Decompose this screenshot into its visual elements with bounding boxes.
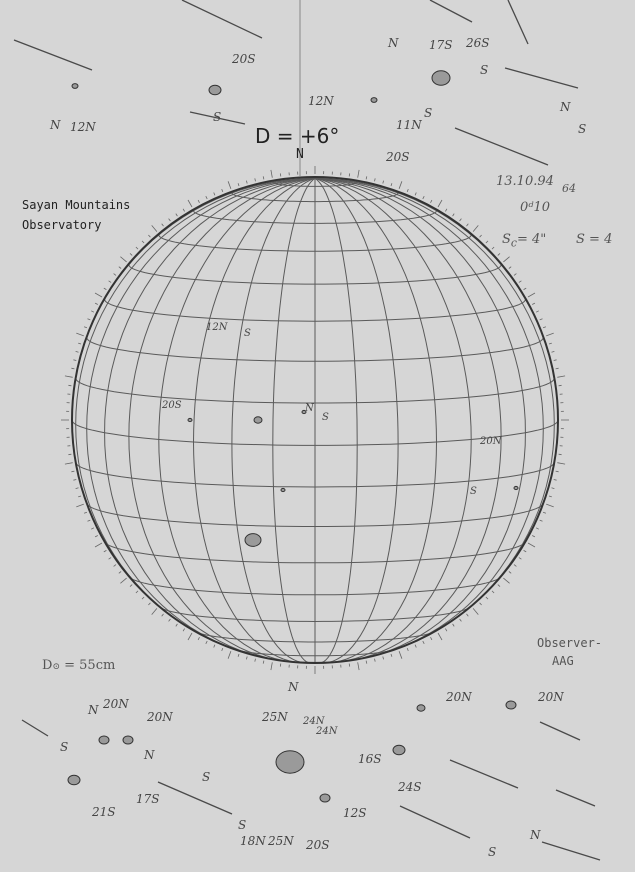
limb-tick: [255, 659, 256, 662]
limb-tick: [460, 619, 462, 621]
limb-tick: [557, 463, 565, 464]
limb-tick: [148, 235, 150, 237]
limb-tick: [503, 578, 509, 583]
limb-tick: [514, 565, 516, 567]
pencil-stroke: [556, 790, 595, 806]
bottom-label-n: N: [88, 703, 99, 717]
limb-tick: [532, 536, 535, 537]
record-seeing: [502, 232, 546, 250]
limb-tick: [415, 193, 416, 196]
diameter-text: D⊙ = 55cm: [42, 658, 116, 673]
center-group-20s: 20S: [306, 838, 330, 852]
record-date: 13.10.94: [496, 174, 554, 189]
limb-tick: [528, 543, 535, 547]
disk-label-s-b: S: [322, 412, 329, 423]
limb-tick: [176, 214, 178, 217]
limb-tick: [349, 173, 350, 176]
limb-tick: [554, 480, 557, 481]
sketch-top-n: N: [50, 118, 61, 132]
limb-tick: [188, 200, 192, 207]
limb-tick: [492, 591, 494, 593]
pencil-stroke: [22, 720, 48, 736]
right-group-n: N: [530, 828, 541, 842]
limb-tick: [263, 661, 264, 664]
limb-tick: [84, 327, 87, 328]
limb-tick: [280, 173, 281, 176]
disk-label-20n: 20N: [480, 436, 502, 447]
limb-tick: [91, 311, 94, 312]
limb-tick: [152, 608, 157, 614]
limb-tick: [222, 648, 223, 651]
limb-tick: [142, 597, 144, 599]
sunspot-sketch: [320, 794, 330, 802]
limb-tick: [445, 629, 447, 632]
diameter-value: = 55cm: [64, 658, 116, 673]
limb-tick: [559, 454, 562, 455]
record-code: 64: [562, 182, 576, 195]
limb-tick: [78, 343, 81, 344]
limb-tick: [271, 662, 272, 670]
limb-tick: [136, 591, 138, 593]
limb-tick: [88, 520, 91, 521]
limb-tick: [183, 209, 185, 212]
limb-tick: [71, 471, 74, 472]
limb-tick: [358, 170, 359, 178]
sunspot-sketch: [506, 701, 516, 709]
sketch-top-n-b: N: [388, 36, 399, 50]
observer-initials: AAG: [552, 654, 574, 668]
limb-tick: [114, 565, 116, 567]
sketch-top-26s: 26S: [466, 36, 490, 50]
limb-tick: [399, 651, 402, 659]
seeing-subscript: c: [510, 236, 517, 250]
center-group-12s: 12S: [343, 806, 367, 820]
limb-tick: [169, 219, 171, 221]
pencil-stroke: [158, 782, 232, 814]
limb-tick: [460, 219, 462, 221]
north-marker: N: [296, 147, 304, 162]
sunspot-sketch: [417, 705, 425, 711]
limb-tick: [73, 360, 76, 361]
limb-tick: [453, 624, 455, 627]
pencil-stroke: [505, 68, 578, 88]
limb-tick: [480, 235, 482, 237]
limb-tick: [95, 293, 102, 297]
disk-label-12n: 12N: [206, 322, 228, 333]
limb-tick: [498, 585, 500, 587]
limb-tick: [188, 633, 192, 640]
pencil-stroke: [182, 0, 262, 38]
disk-label-n: N: [305, 403, 314, 414]
limb-tick: [95, 536, 98, 537]
limb-tick: [104, 288, 107, 290]
limb-tick: [255, 178, 256, 181]
limb-tick: [423, 196, 424, 199]
limb-tick: [546, 504, 554, 507]
limb-tick: [486, 241, 488, 243]
limb-tick: [431, 637, 432, 640]
limb-tick: [407, 189, 408, 192]
limb-tick: [78, 496, 81, 497]
sketch-top-s-c: S: [480, 63, 489, 77]
limb-tick: [206, 641, 207, 644]
limb-tick: [536, 311, 539, 312]
limb-tick: [238, 654, 239, 657]
sketch-top-s: S: [213, 110, 222, 124]
limb-tick: [366, 661, 367, 664]
limb-tick: [198, 637, 199, 640]
limb-tick: [536, 528, 539, 529]
limb-tick: [71, 368, 74, 369]
sketch-top-20s-b: 20S: [386, 150, 410, 164]
limb-tick: [349, 664, 350, 667]
sunspot-sketch: [123, 736, 133, 744]
limb-tick: [375, 659, 376, 662]
limb-tick: [391, 183, 392, 186]
limb-tick: [119, 267, 121, 269]
limb-tick: [68, 385, 71, 386]
limb-tick: [415, 645, 416, 648]
limb-tick: [76, 488, 79, 489]
center-group-25n: 25N: [262, 710, 288, 724]
limb-tick: [509, 267, 511, 269]
limb-tick: [109, 281, 112, 283]
sunspot-sketch: [72, 84, 78, 89]
limb-tick: [498, 253, 500, 255]
limb-tick: [228, 181, 231, 189]
limb-tick: [399, 181, 402, 189]
bottom-label-20n: 20N: [103, 697, 129, 711]
sketch-top-20s: 20S: [232, 52, 256, 66]
limb-tick: [73, 480, 76, 481]
limb-tick: [528, 293, 535, 297]
limb-tick: [543, 327, 546, 328]
limb-tick: [271, 170, 272, 178]
pencil-stroke: [455, 128, 548, 165]
sunspot-sketch: [514, 486, 518, 489]
limb-tick: [65, 463, 73, 464]
limb-tick: [136, 247, 138, 249]
disk-label-s: S: [244, 328, 251, 339]
pencil-stroke: [508, 0, 528, 44]
bottom-label-n-b: N: [144, 748, 155, 762]
limb-tick: [445, 209, 447, 212]
right-group-s: S: [488, 845, 497, 859]
diameter-symbol: D: [42, 658, 53, 673]
limb-tick: [391, 654, 392, 657]
limb-tick: [486, 597, 488, 599]
center-group-n: N: [288, 680, 299, 694]
center-group-24s: 24S: [398, 780, 422, 794]
limb-tick: [162, 614, 164, 616]
right-group-20n: 20N: [446, 690, 472, 704]
limb-tick: [169, 619, 171, 621]
record-time: 0ᵈ10: [520, 200, 551, 215]
limb-tick: [214, 193, 215, 196]
declination-label: D = +6°: [255, 124, 340, 148]
limb-tick: [524, 288, 527, 290]
limb-tick: [383, 181, 384, 184]
sketch-top-s-b: S: [424, 106, 433, 120]
limb-tick: [65, 376, 73, 377]
limb-tick: [467, 224, 469, 226]
center-group-18n: 18N: [240, 834, 266, 848]
limb-tick: [109, 558, 112, 560]
bottom-label-21s: 21S: [92, 805, 116, 819]
limb-tick: [104, 550, 107, 552]
limb-tick: [407, 648, 408, 651]
limb-tick: [68, 454, 71, 455]
limb-tick: [549, 496, 552, 497]
limb-tick: [556, 368, 559, 369]
limb-tick: [480, 603, 482, 605]
pencil-stroke: [540, 722, 580, 740]
pencil-stroke: [14, 40, 92, 70]
limb-tick: [546, 333, 554, 336]
limb-tick: [76, 504, 84, 507]
observatory-line-1: Sayan Mountains: [22, 198, 131, 212]
limb-tick: [130, 253, 132, 255]
sunspot-sketch: [188, 418, 192, 421]
bottom-label-20n-b: 20N: [147, 710, 173, 724]
limb-tick: [503, 257, 509, 262]
limb-tick: [431, 200, 432, 203]
sunspot-sketch: [393, 745, 405, 755]
limb-tick: [246, 657, 247, 660]
limb-tick: [423, 641, 424, 644]
limb-tick: [142, 241, 144, 243]
limb-tick: [162, 224, 164, 226]
seeing-value: = 4": [516, 232, 547, 247]
sketch-top-12n: 12N: [70, 120, 96, 134]
pencil-stroke: [450, 760, 518, 788]
limb-tick: [130, 585, 132, 587]
limb-tick: [549, 343, 552, 344]
sunspot-sketch: [276, 751, 304, 773]
sunspot-sketch: [68, 775, 80, 785]
limb-tick: [84, 512, 87, 513]
limb-tick: [540, 520, 543, 521]
sunspot-sketch: [245, 534, 261, 547]
limb-tick: [453, 214, 455, 217]
limb-tick: [120, 578, 126, 583]
limb-tick: [183, 629, 185, 632]
limb-tick: [473, 608, 478, 614]
limb-tick: [540, 319, 543, 320]
limb-tick: [467, 614, 469, 616]
limb-tick: [519, 558, 522, 560]
limb-tick: [238, 183, 239, 186]
sunspot-sketch: [371, 98, 377, 103]
center-group-24n-b: 24N: [316, 726, 338, 737]
limb-tick: [152, 225, 157, 231]
limb-tick: [76, 333, 84, 336]
limb-tick: [438, 633, 442, 640]
limb-tick: [366, 176, 367, 179]
sunspot-sketch: [254, 417, 262, 423]
center-group-16s: 16S: [358, 752, 382, 766]
limb-tick: [198, 200, 199, 203]
limb-tick: [524, 550, 527, 552]
limb-tick: [519, 281, 522, 283]
limb-tick: [176, 624, 178, 627]
center-group-s: S: [238, 818, 247, 832]
limb-tick: [246, 181, 247, 184]
observer-label: Observer-: [537, 636, 603, 650]
limb-tick: [552, 351, 555, 352]
limb-tick: [280, 664, 281, 667]
sunspot-sketch: [209, 85, 221, 95]
sketch-top-11n: 11N: [396, 118, 422, 132]
seeing-letter: S: [502, 232, 511, 247]
limb-tick: [514, 274, 516, 276]
limb-tick: [263, 176, 264, 179]
disk-label-20s: 20S: [162, 400, 182, 411]
limb-tick: [76, 351, 79, 352]
limb-tick: [556, 471, 559, 472]
limb-tick: [559, 385, 562, 386]
center-group-25n-b: 25N: [268, 834, 294, 848]
limb-tick: [88, 319, 91, 320]
limb-tick: [95, 543, 102, 547]
limb-tick: [473, 225, 478, 231]
pencil-stroke: [400, 806, 470, 838]
bottom-label-s-b: S: [202, 770, 211, 784]
sunspot-sketch: [99, 736, 109, 744]
observatory-line-2: Observatory: [22, 218, 102, 232]
sketch-top-n-c: N: [560, 100, 571, 114]
limb-tick: [358, 662, 359, 670]
sunspot-sketch: [281, 488, 285, 491]
limb-tick: [214, 645, 215, 648]
right-group-20n-b: 20N: [538, 690, 564, 704]
limb-tick: [554, 360, 557, 361]
center-group-24n: 24N: [303, 716, 325, 727]
limb-tick: [492, 247, 494, 249]
limb-tick: [120, 257, 126, 262]
limb-tick: [119, 572, 121, 574]
limb-tick: [552, 488, 555, 489]
limb-tick: [509, 572, 511, 574]
record-scale: S = 4: [576, 232, 613, 247]
limb-tick: [206, 196, 207, 199]
limb-tick: [532, 303, 535, 304]
limb-tick: [222, 189, 223, 192]
disk-label-s-c: S: [470, 486, 477, 497]
limb-tick: [91, 528, 94, 529]
sunspot-sketch: [432, 71, 450, 85]
pencil-stroke: [430, 0, 472, 22]
limb-tick: [148, 603, 150, 605]
limb-tick: [383, 657, 384, 660]
bottom-label-17s: 17S: [136, 792, 160, 806]
pencil-stroke: [542, 842, 600, 860]
limb-tick: [228, 651, 231, 659]
sketch-top-17s: 17S: [429, 38, 453, 52]
limb-tick: [375, 178, 376, 181]
bottom-label-s: S: [60, 740, 69, 754]
limb-tick: [543, 512, 546, 513]
sketch-top-s-d: S: [578, 122, 587, 136]
sketch-top-12n-b: 12N: [308, 94, 334, 108]
limb-tick: [557, 376, 565, 377]
limb-tick: [114, 274, 116, 276]
limb-tick: [95, 303, 98, 304]
limb-tick: [438, 200, 442, 207]
